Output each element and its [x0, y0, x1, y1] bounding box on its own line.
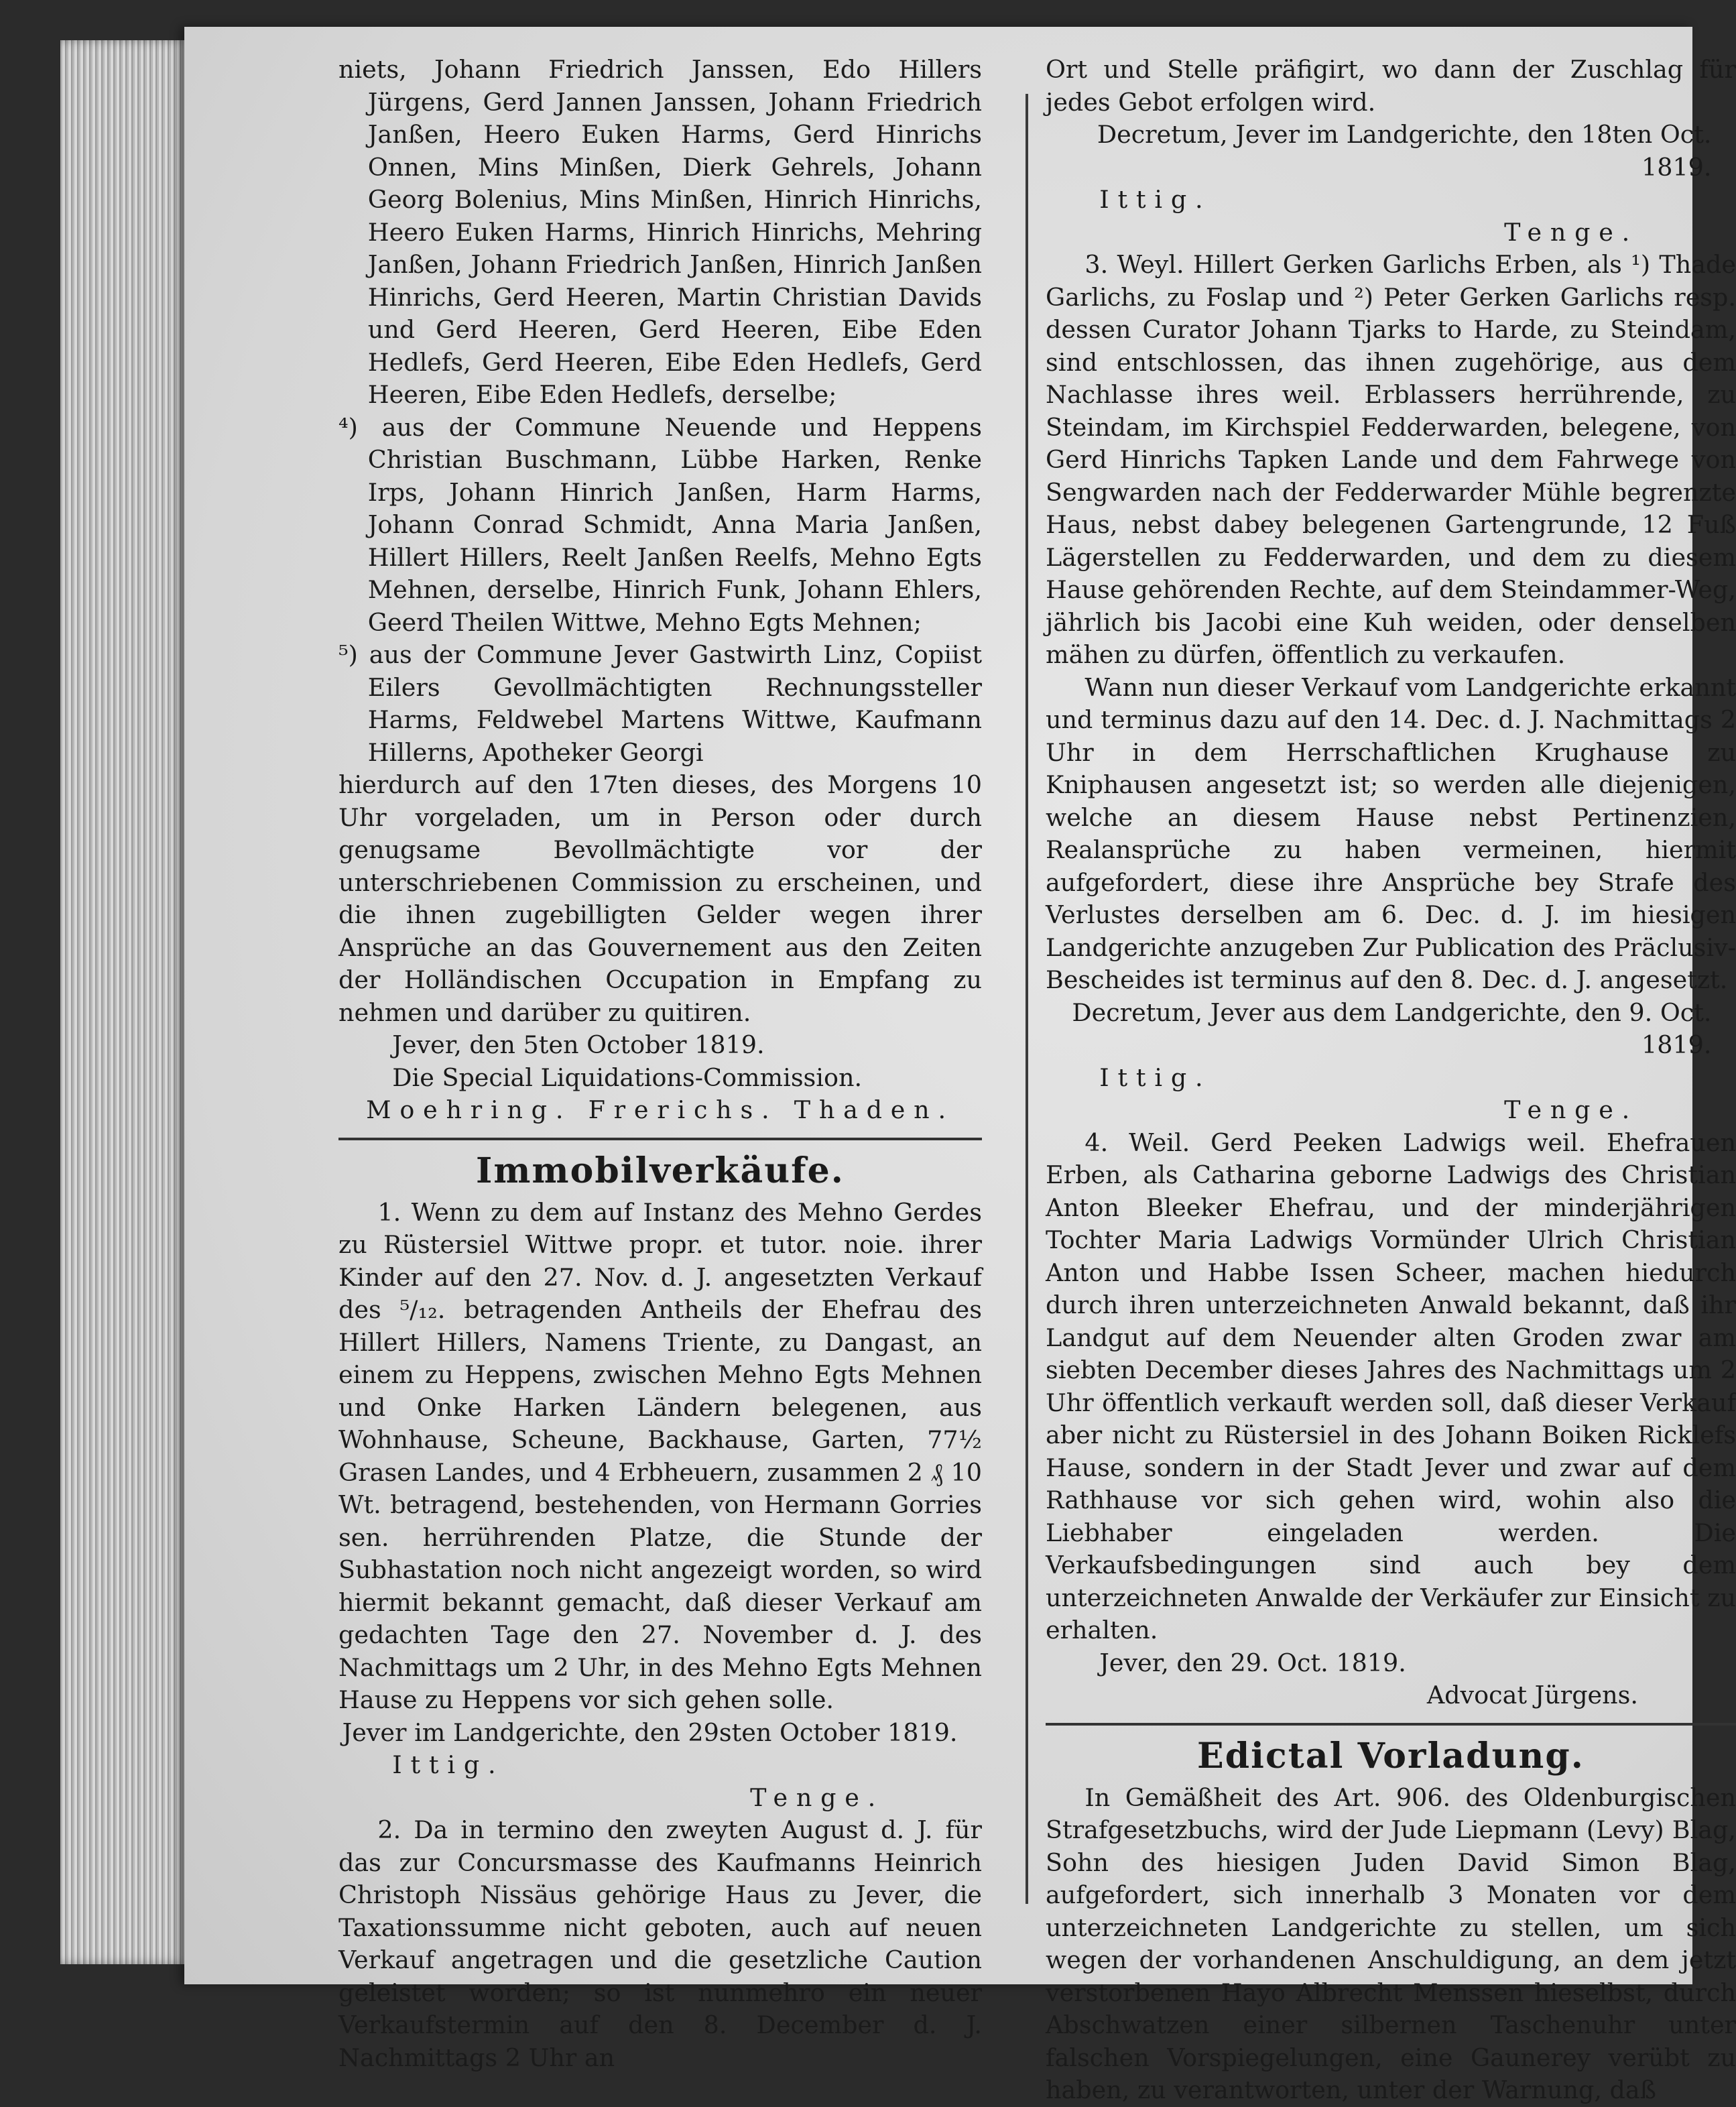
item-3-text: 3. Weyl. Hillert Gerken Garlichs Erben, als ¹) Thade Garlichs, zu Foslap und ²) Peter Gerken Garlichs resp. dessen Curator Johann Tjarks to Harde, zu Steindam, sind entschlossen, das ihnen zugehörige, aus dem Nachlasse ihres weil. Erblassers herrührende, zu Steindam, im Kirchspiel Fedderwarden, belegene, von Gerd Hinrichs Tapken Lande und dem Fahrwege von Sengwarden nach der Fedderwarder Mühle begrenzte Haus, nebst dabey belegenen Gartengrunde, 12 Fuß Lägerstellen zu Fedderwarden, und dem zu diesem Hause gehörenden Rechte, auf dem Steindammer-Weg, jährlich bis Jacobi eine Kuh weiden, oder denselben mähen zu dürfen, öffentlich zu verkaufen.	[1046, 250, 1736, 669]
item-3-text-2: Wann nun dieser Verkauf vom Landgerichte erkannt und terminus dazu auf den 14. Dec. d. J. Nachmittags 2 Uhr in dem Herrschaftlichen Krughause zu Kniphausen angesetzt ist; so werden alle diejenigen, welche an diesem Hause nebst Pertinenzien, Realansprüche zu haben vermeinen, hiermit aufgefordert, diese ihre Ansprüche bey Strafe des Verlustes derselben am 6. Dec. d. J. im hiesigen Landgerichte anzugeben Zur Publication des Präclusiv-Bescheides ist terminus auf den 8. Dec. d. J. angesetzt.	[1046, 672, 1736, 994]
list-paragraph-3: ⁵) aus der Commune Jever Gastwirth Linz, Copiist Eilers Gevollmächtigten Rechnungssteller Harms, Feldwebel Martens Wittwe, Kaufmann Hillerns, Apotheker Georgi	[338, 640, 982, 767]
item-4-signature: Advocat Jürgens.	[1426, 1681, 1638, 1709]
item-3-signature-tenge: Tenge.	[1504, 1095, 1638, 1124]
item-1-signature-ittig: Ittig.	[392, 1750, 505, 1779]
section-rule	[338, 1138, 982, 1140]
newspaper-page	[184, 27, 1736, 2104]
item-3-decree: Decretum, Jever aus dem Landgerichte, den 9. Oct. 1819.	[1072, 998, 1712, 1059]
section-heading-immobilverkaeufe: Immobilverkäufe.	[476, 1150, 845, 1191]
continued-signature-tenge: Tenge.	[1504, 217, 1638, 247]
place-date: Jever, den 5ten October 1819.	[392, 1030, 765, 1059]
column-divider	[1026, 94, 1028, 1904]
left-column	[338, 54, 982, 2074]
item-1-decree: Jever im Landgerichte, den 29sten October 1819.	[342, 1718, 958, 1747]
continued-signature-ittig: Ittig.	[1099, 185, 1212, 214]
item-4-date: Jever, den 29. Oct. 1819.	[1099, 1648, 1406, 1677]
item-3-signature-ittig: Ittig.	[1099, 1063, 1212, 1092]
item-1-text: 1. Wenn zu dem auf Instanz des Mehno Gerdes zu Rüstersiel Wittwe propr. et tutor. noie. ihrer Kinder auf den 27. Nov. d. J. angesetzten Verkauf des ⁵/₁₂. betragenden Antheils der Ehefrau des Hillert Hillers, Namens Triente, zu Dangast, an einem zu Heppens, zwischen Mehno Egts Mehnen und Onke Harken Ländern belegenen, aus Wohnhause, Scheune, Backhause, Garten, 77½ Grasen Landes, und 4 Erbheuern, zusammen 2 ₰ 10 Wt. betragend, bestehenden, von Hermann Gorries sen. herrührenden Platze, die Stunde der Subhastation noch nicht angezeigt worden, so wird hiermit bekannt gemacht, daß dieser Verkauf am gedachten Tage den 27. November d. J. des Nachmittags um 2 Uhr, in des Mehno Egts Mehnen Hause zu Heppens vor sich gehen solle.	[338, 1197, 982, 1714]
edict-text: In Gemäßheit des Art. 906. des Oldenburgischen Strafgesetzbuchs, wird der Jude Liepmann (Levy) Blag, Sohn des hiesigen Juden David Simon Blag, aufgefordert, sich innerhalb 3 Monaten vor dem unterzeichneten Landgerichte zu stellen, um sich wegen der vorhandenen Anschuldigung, an dem jetzt verstorbenen Hayo Albrecht Menssen hieselbst, durch Abschwatzen einer silbernen Taschenuhr unter falschen Vorspiegelungen, eine Gaunerey verübt zu haben, zu verantworten, unter der Warnung, daß	[1046, 1783, 1736, 2104]
list-paragraph-1: niets, Johann Friedrich Janssen, Edo Hillers Jürgens, Gerd Jannen Janssen, Johann Friedrich Janßen, Heero Euken Harms, Gerd Hinrichs Onnen, Mins Minßen, Dierk Gehrels, Johann Georg Bolenius, Mins Minßen, Hinrich Hinrichs, Heero Euken Harms, Hinrich Hinrichs, Mehring Janßen, Johann Friedrich Janßen, Hinrich Janßen Hinrichs, Gerd Heeren, Martin Christian Davids und Gerd Heeren, Gerd Heeren, Eibe Eden Hedlefs, Gerd Heeren, Eibe Eden Hedlefs, Gerd Heeren, Eibe Eden Hedlefs, derselbe;	[338, 55, 982, 409]
continued-decree: Decretum, Jever im Landgerichte, den 18ten Oct. 1819.	[1097, 120, 1712, 182]
commission-name: Die Special Liquidations-Commission.	[392, 1063, 863, 1092]
signatories: Moehring. Frerichs. Thaden.	[366, 1095, 954, 1124]
section-rule-edictal	[1046, 1723, 1736, 1726]
item-4-text: 4. Weil. Gerd Peeken Ladwigs weil. Ehefrauen Erben, als Catharina geborne Ladwigs des Christian Anton Bleeker Ehefrau, und der minderjährigen Tochter Maria Ladwigs Vormünder Ulrich Christian Anton und Habbe Issen Scheer, machen hiedurch durch ihren unterzeichneten Anwald bekannt, daß ihr Landgut auf dem Neuender alten Groden zwar am siebten December dieses Jahres des Nachmittags um 2 Uhr öffentlich verkauft werden soll, daß dieser Verkauf aber nicht zu Rüstersiel in des Johann Boiken Ricklefs Hause, sondern in der Stadt Jever und zwar auf dem Rathhause vor sich gehen wird, wohin also die Liebhaber eingeladen werden. Die Verkaufsbedingungen sind auch bey dem unterzeichneten Anwalde der Verkäufer zur Einsicht zu erhalten.	[1046, 1128, 1736, 1644]
section-heading-edictal-vorladung: Edictal Vorladung.	[1197, 1735, 1585, 1777]
item-2-text: 2. Da in termino den zweyten August d. J. für das zur Concursmasse des Kaufmanns Heinrich Christoph Nissäus gehörige Haus zu Jever, die Taxationssumme nicht geboten, auch auf neuen Verkauf angetragen und die gesetzliche Caution geleistet worden; so ist nunmehro ein neuer Verkaufstermin auf den 8. December d. J. Nachmittags 2 Uhr an	[338, 1815, 982, 2072]
item-1-signature-tenge: Tenge.	[750, 1783, 884, 1812]
list-paragraph-2: ⁴) aus der Commune Neuende und Heppens Christian Buschmann, Lübbe Harken, Renke Irps, Johann Hinrich Janßen, Harm Harms, Johann Conrad Schmidt, Anna Maria Janßen, Hillert Hillers, Reelt Janßen Reelfs, Mehno Egts Mehnen, derselbe, Hinrich Funk, Johann Ehlers, Geerd Theilen Wittwe, Mehno Egts Mehnen;	[338, 412, 982, 637]
right-column	[1046, 54, 1736, 2107]
summons-text: hierdurch auf den 17ten dieses, des Morgens 10 Uhr vorgeladen, um in Person oder durch genugsame Bevollmächtigte vor der unterschriebenen Commission zu erscheinen, und die ihnen zugebilligten Gelder wegen ihrer Ansprüche an das Gouvernement aus den Zeiten der Holländischen Occupation in Empfang zu nehmen und darüber zu quitiren.	[338, 770, 982, 1027]
book-page-edges	[60, 40, 188, 1964]
continued-text: Ort und Stelle präfigirt, wo dann der Zuschlag für jedes Gebot erfolgen wird.	[1046, 55, 1736, 117]
